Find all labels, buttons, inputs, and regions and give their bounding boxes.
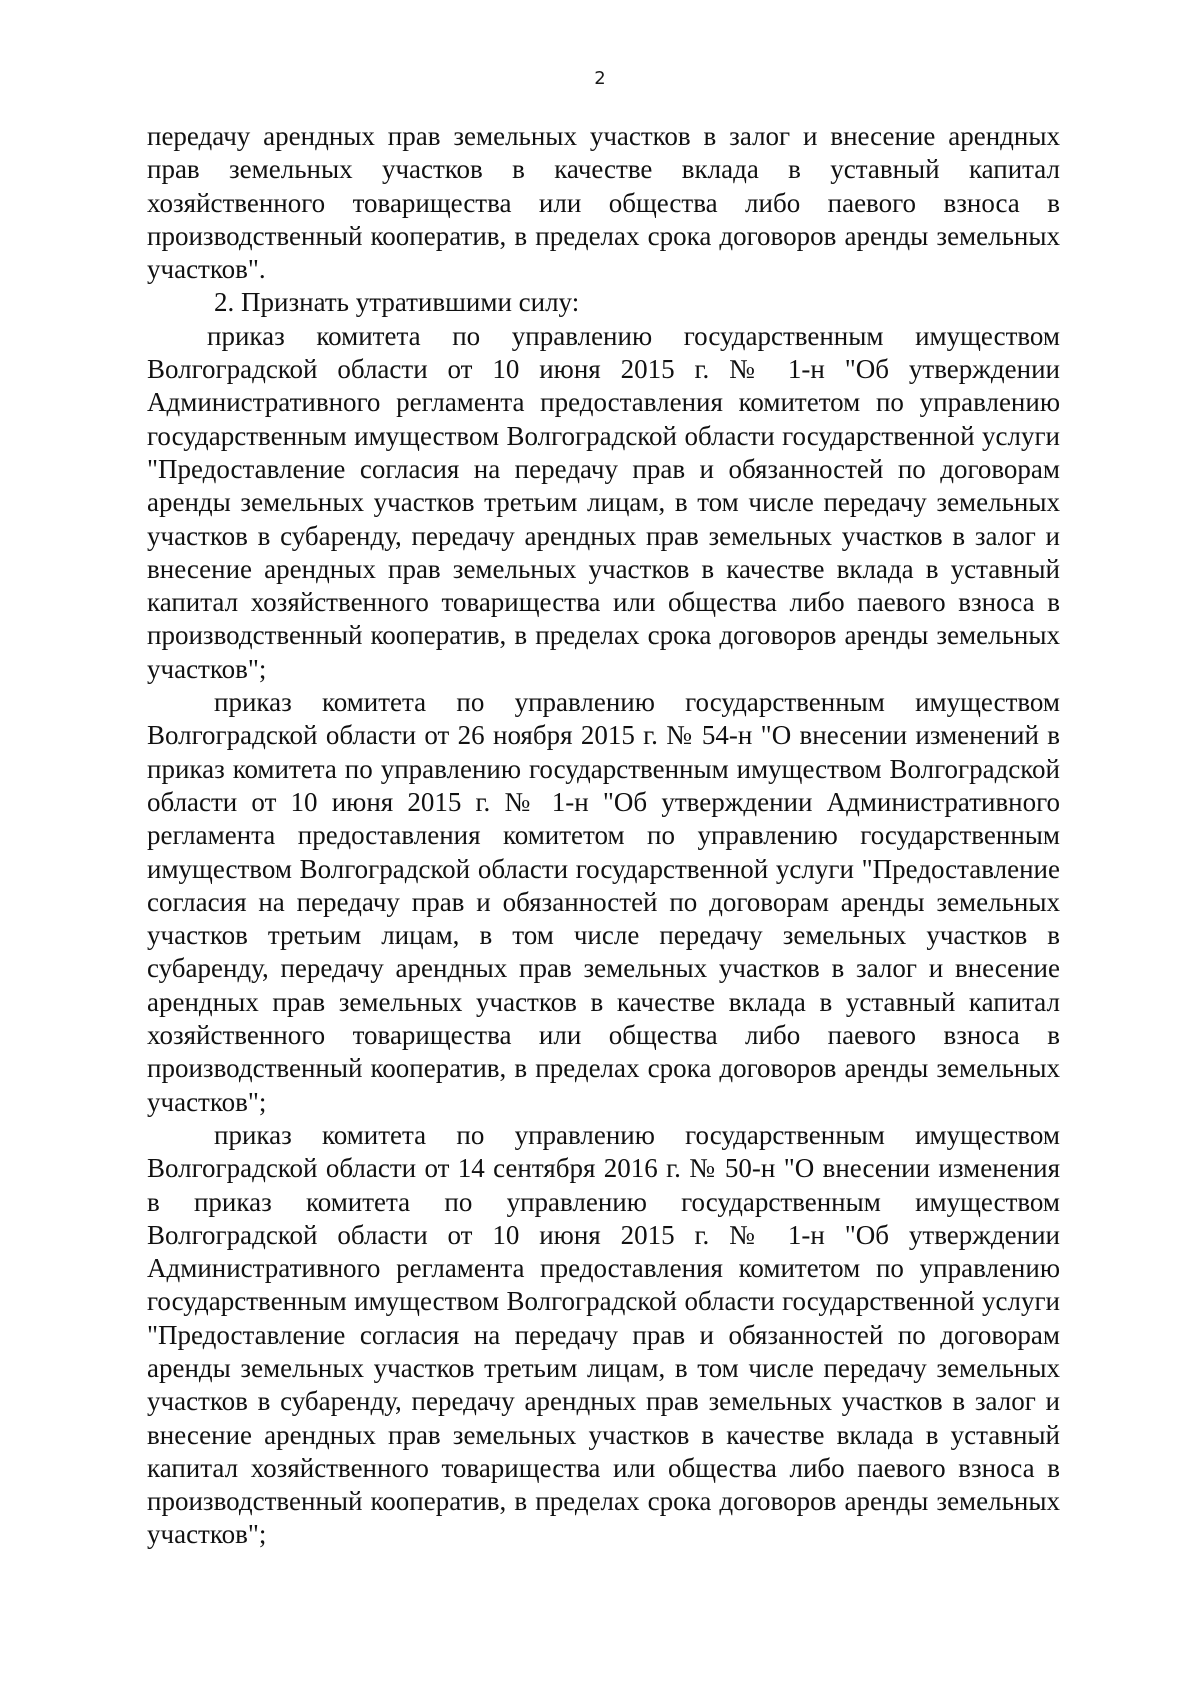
paragraph-repealed-order-1: приказ комитета по управлению государственным имуществом Волгоградской области от 10 июня 2015 г. № 1-н "Об утверждении Административного регламента предоставления комитетом по управлению государственным имуществом Волгоградской области государственной услуги "Предоставление согласия на передачу прав и обязанностей по договорам аренды земельных участков третьим лицам, в том числе передачу земельных участков в субаренду, передачу арендных прав земельных участков в залог и внесение арендных прав земельных участков в качестве вклада в уставный капитал хозяйственного товарищества или общества либо паевого взноса в производственный кооператив, в пределах срока договоров аренды земельных участков"; — [147, 320, 1060, 684]
paragraph-item-2: 2. Признать утратившими силу: — [214, 287, 580, 318]
paragraph-continuation: передачу арендных прав земельных участков в залог и внесение арендных прав земельных участков в качестве вклада в уставный капитал хозяйственного товарищества или общества либо паевого взноса в производственный кооператив, в пределах срока договоров аренды земельных участков". — [147, 121, 1060, 285]
paragraph-repealed-order-2: приказ комитета по управлению государственным имуществом Волгоградской области от 26 ноября 2015 г. № 54-н "О внесении изменений в приказ комитета по управлению государственным имуществом Волгоградской области от 10 июня 2015 г. № 1-н "Об утверждении Административного регламента предоставления комитетом по управлению государственным имуществом Волгоградской области государственной услуги "Предоставление согласия на передачу прав и обязанностей по договорам аренды земельных участков третьим лицам, в том числе передачу земельных участков в субаренду, передачу арендных прав земельных участков в залог и внесение арендных прав земельных участков в качестве вклада в уставный капитал хозяйственного товарищества или общества либо паевого взноса в производственный кооператив, в пределах срока договоров аренды земельных участков"; — [147, 687, 1060, 1117]
document-body — [147, 120, 1060, 1552]
paragraph-repealed-order-3: приказ комитета по управлению государственным имуществом Волгоградской области от 14 сентября 2016 г. № 50-н "О внесении изменения в приказ комитета по управлению государственным имуществом Волгоградской области от 10 июня 2015 г. № 1-н "Об утверждении Административного регламента предоставления комитетом по управлению государственным имуществом Волгоградской области государственной услуги "Предоставление согласия на передачу прав и обязанностей по договорам аренды земельных участков третьим лицам, в том числе передачу земельных участков в субаренду, передачу арендных прав земельных участков в залог и внесение арендных прав земельных участков в качестве вклада в уставный капитал хозяйственного товарищества или общества либо паевого взноса в производственный кооператив, в пределах срока договоров аренды земельных участков"; — [147, 1119, 1060, 1550]
page-number: 2 — [594, 68, 606, 89]
